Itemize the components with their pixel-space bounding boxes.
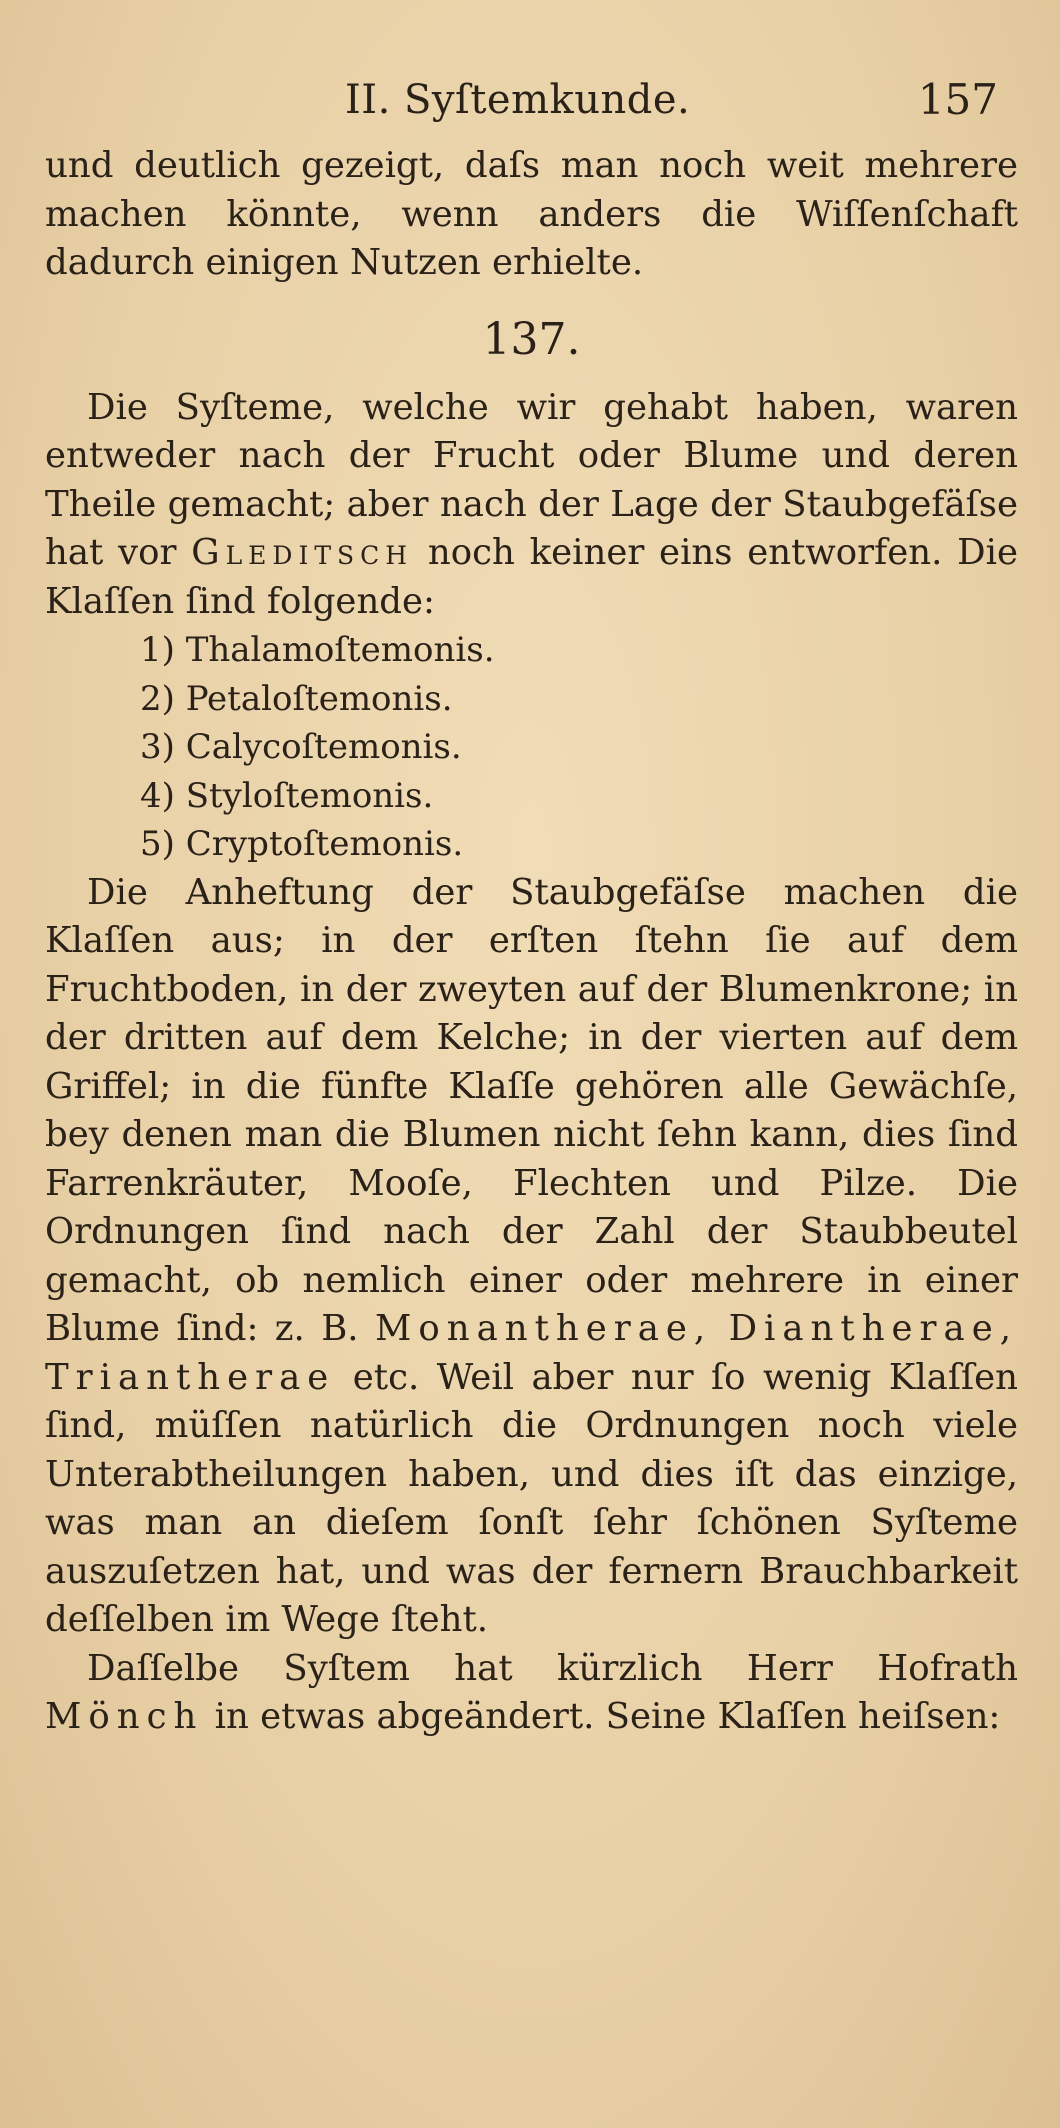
systems-text-start: Die Syſteme, welche wir gehabt haben, waren entweder nach der Frucht oder Blume und deren Theile gemacht; aber nach der Lage der Staubgefäſse hat vor xyxy=(45,386,1018,573)
systems-paragraph xyxy=(45,384,1018,627)
person-name-moench: Mönch xyxy=(45,1696,204,1737)
attachment-text-end: etc. Weil aber nur ſo wenig Klaſſen ſind, müſſen natürlich die Ordnungen noch viele Unterabtheilungen haben, und dies iſt das einzige, was man an dieſem ſonſt ſehr ſchönen Syſteme auszuſetzen hat, und was der fernern Brauchbarkeit deſſelben im Wege ſteht. xyxy=(45,1356,1018,1640)
chapter-title: II. Syſtemkunde. xyxy=(345,77,691,123)
list-item: 5) Cryptoſtemonis. xyxy=(140,824,464,864)
moench-text-end: in etwas abgeändert. Seine Klaſſen heiſsen: xyxy=(214,1696,1001,1737)
running-head xyxy=(45,70,1018,130)
intro-paragraph: und deutlich gezeigt, daſs man noch weit mehrere machen könnte, wenn anders die Wiſſenſchaft dadurch einigen Nutzen erhielte. xyxy=(45,145,1018,283)
moench-text-start: Daſſelbe Syſtem hat kürzlich Herr Hofrath xyxy=(87,1647,1018,1689)
person-name-gleditsch: Gleditsch xyxy=(191,532,414,573)
attachment-paragraph xyxy=(45,869,1018,1645)
attachment-text-start: Die Anheftung der Staubgefäſse machen die Klaſſen aus; in der erſten ſtehn ſie auf dem Fruchtboden, in der zweyten auf der Blumenkrone; in der dritten auf dem Kelche; in der vierten auf dem Griffel; in die fünfte Klaſſe gehören alle Gewächſe, bey denen man die Blumen nicht ſehn kann, dies ſind Farrenkräuter, Mooſe, Flechten und Pilze. Die Ordnungen ſind nach der Zahl der Staubbeutel gemacht, ob nemlich einer oder mehrere in einer Blume ſind: z. B. xyxy=(45,871,1018,1349)
class-list xyxy=(45,626,1018,869)
list-item: 2) Petaloſtemonis. xyxy=(140,678,453,719)
list-item: 1) Thalamoſtemonis. xyxy=(140,630,495,670)
term-triantherae: Triantherae xyxy=(45,1356,336,1398)
term-monantherae: Monantherae, xyxy=(374,1308,713,1349)
list-item: 3) Calycoſtemonis. xyxy=(140,727,462,767)
body-text xyxy=(45,142,1018,1742)
term-diantherae: Diantherae, xyxy=(728,1308,1018,1349)
list-item: 4) Styloſtemonis. xyxy=(140,775,434,816)
systems-text-end: noch keiner eins entworfen. Die Klaſſen ſind folgende: xyxy=(45,532,1018,622)
section-number: 137. xyxy=(482,313,581,365)
page-number: 157 xyxy=(917,75,998,124)
moench-paragraph xyxy=(45,1645,1018,1742)
